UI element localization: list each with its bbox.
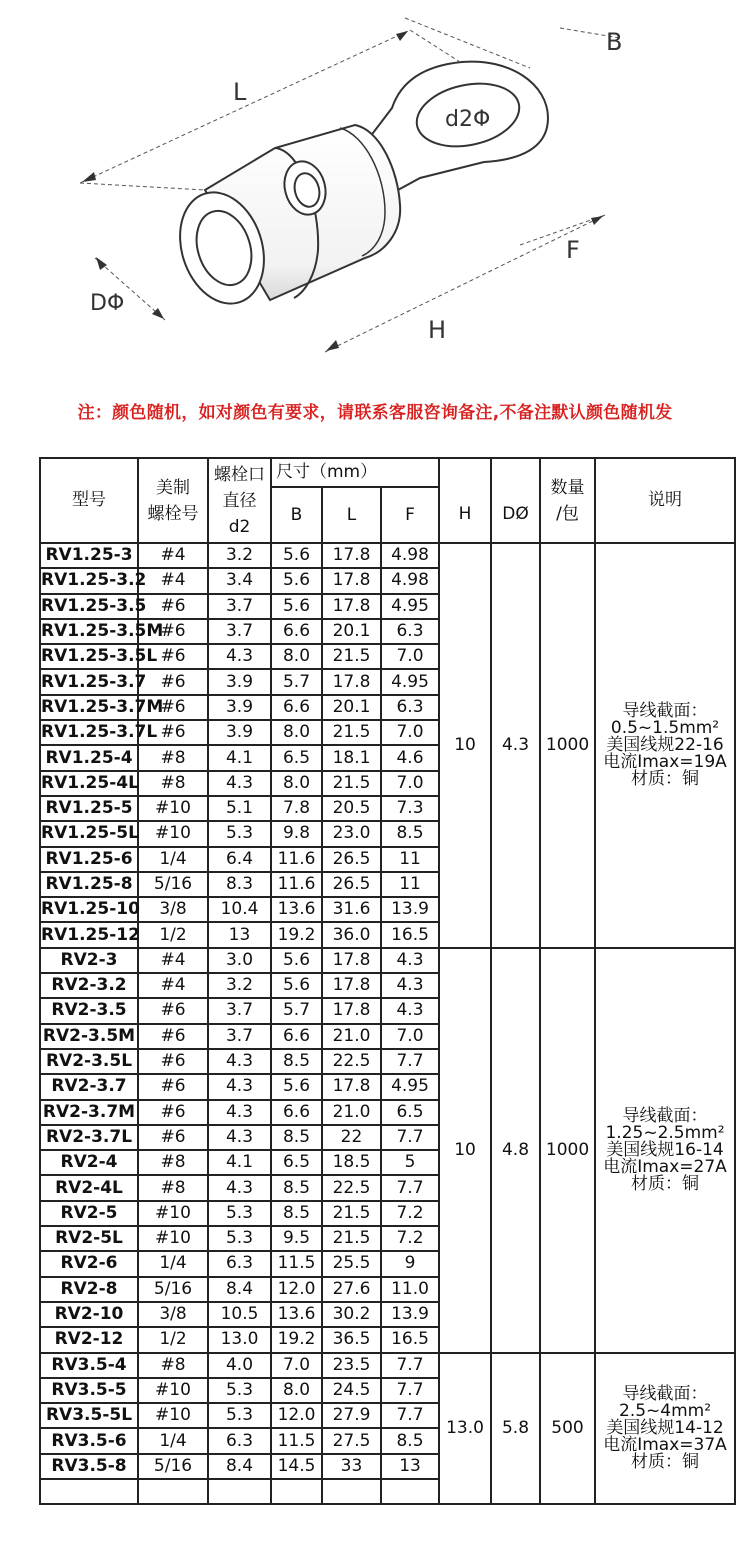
cell-F: 6.5 (381, 1100, 439, 1125)
cell-stud-d2: 6.4 (208, 847, 271, 872)
cell-stud-d2: 8.4 (208, 1277, 271, 1302)
cell-stud-d2: 4.3 (208, 644, 271, 669)
cell-us-screw: #10 (138, 1201, 208, 1226)
header-stud-diameter (208, 458, 271, 543)
cell-L: 36.0 (322, 922, 381, 947)
cell-L: 18.5 (322, 1150, 381, 1175)
cell-us-screw: #6 (138, 1074, 208, 1099)
cell-stud-d2: 10.5 (208, 1302, 271, 1327)
header-model: 型号 (40, 458, 138, 543)
cell-us-screw: #6 (138, 1100, 208, 1125)
header-F: F (381, 487, 439, 543)
cell-B: 9.5 (271, 1226, 322, 1251)
cell-B: 5.6 (271, 543, 322, 568)
description-line: 导线截面： (622, 1383, 708, 1404)
header-D: DØ (491, 487, 540, 543)
cell-F: 11.0 (381, 1277, 439, 1302)
cell-F: 8.5 (381, 1428, 439, 1453)
cell-F: 7.2 (381, 1226, 439, 1251)
cell-model: RV1.25-5 (40, 796, 138, 821)
cell-B: 19.2 (271, 1327, 322, 1352)
cell-H: 13.0 (439, 1353, 491, 1505)
cell-F: 7.7 (381, 1125, 439, 1150)
cell-model: RV1.25-3 (40, 543, 138, 568)
description-line: 0.5~1.5mm² (610, 717, 720, 738)
cell-F: 13.9 (381, 897, 439, 922)
cell-model: RV1.25-3.7 (40, 669, 138, 694)
label-L: L (233, 78, 247, 106)
cell-us-screw: 1/2 (138, 1327, 208, 1352)
cell-qty: 1000 (540, 543, 595, 948)
cell-us-screw: 5/16 (138, 1277, 208, 1302)
cell-B: 7.0 (271, 1353, 322, 1378)
cell-L: 20.1 (322, 619, 381, 644)
header-desc: 说明 (595, 458, 735, 543)
cell-L: 23.5 (322, 1353, 381, 1378)
cell-H: 10 (439, 543, 491, 948)
cell-B: 11.5 (271, 1428, 322, 1453)
cell-F: 7.0 (381, 720, 439, 745)
cell-model: RV2-3.5 (40, 998, 138, 1023)
cell-us-screw: 3/8 (138, 897, 208, 922)
cell-stud-d2: 3.0 (208, 948, 271, 973)
cell-model: RV2-10 (40, 1302, 138, 1327)
cell-F (381, 1479, 439, 1504)
cell-stud-d2: 5.1 (208, 796, 271, 821)
cell-stud-d2: 6.3 (208, 1251, 271, 1276)
cell-L: 25.5 (322, 1251, 381, 1276)
cell-us-screw: #10 (138, 1378, 208, 1403)
label-B: B (606, 28, 623, 56)
cell-L: 17.8 (322, 998, 381, 1023)
header-D-spacer (491, 458, 540, 487)
header-L: L (322, 487, 381, 543)
terminal-outline (166, 62, 548, 315)
cell-L: 23.0 (322, 821, 381, 846)
cell-stud-d2: 4.0 (208, 1353, 271, 1378)
cell-B: 6.6 (271, 1024, 322, 1049)
cell-L: 18.1 (322, 745, 381, 770)
cell-L (322, 1479, 381, 1504)
cell-us-screw: #6 (138, 720, 208, 745)
cell-model: RV1.25-5L (40, 821, 138, 846)
cell-L: 21.5 (322, 771, 381, 796)
cell-H: 10 (439, 948, 491, 1353)
cell-F: 7.7 (381, 1175, 439, 1200)
cell-us-screw: #6 (138, 1125, 208, 1150)
cell-us-screw: 1/2 (138, 922, 208, 947)
cell-B: 8.0 (271, 644, 322, 669)
cell-model: RV2-3.2 (40, 973, 138, 998)
table-row (40, 948, 735, 973)
header-stud-line2: 直径 (222, 490, 257, 511)
cell-F: 16.5 (381, 922, 439, 947)
cell-model: RV1.25-3.5M (40, 619, 138, 644)
cell-stud-d2: 3.9 (208, 720, 271, 745)
cell-stud-d2: 5.3 (208, 821, 271, 846)
description-line: 导线截面： (622, 700, 708, 721)
cell-us-screw: #8 (138, 1353, 208, 1378)
header-H-spacer (439, 458, 491, 487)
cell-model: RV2-12 (40, 1327, 138, 1352)
cell-stud-d2: 3.2 (208, 543, 271, 568)
cell-us-screw: #6 (138, 619, 208, 644)
cell-us-screw: #10 (138, 821, 208, 846)
cell-model: RV3.5-4 (40, 1353, 138, 1378)
cell-us-screw: #6 (138, 644, 208, 669)
cell-model: RV2-5L (40, 1226, 138, 1251)
header-qty (540, 458, 595, 543)
cell-stud-d2: 8.4 (208, 1454, 271, 1479)
header-us-screw (138, 458, 208, 543)
cell-model: RV2-3.7L (40, 1125, 138, 1150)
cell-model: RV1.25-3.7L (40, 720, 138, 745)
cell-us-screw: #6 (138, 669, 208, 694)
cell-B: 12.0 (271, 1277, 322, 1302)
cell-F: 6.3 (381, 619, 439, 644)
cell-B: 12.0 (271, 1403, 322, 1428)
cell-D: 4.3 (491, 543, 540, 948)
table-row (40, 1353, 735, 1378)
cell-us-screw: 1/4 (138, 847, 208, 872)
cell-F: 6.3 (381, 695, 439, 720)
cell-stud-d2: 3.9 (208, 695, 271, 720)
cell-L: 30.2 (322, 1302, 381, 1327)
cell-L: 22.5 (322, 1175, 381, 1200)
cell-stud-d2: 4.3 (208, 1049, 271, 1074)
cell-L: 24.5 (322, 1378, 381, 1403)
cell-L: 20.5 (322, 796, 381, 821)
header-qty-line2: /包 (556, 503, 579, 524)
header-stud-line1: 螺栓口 (214, 464, 265, 485)
cell-stud-d2: 3.7 (208, 594, 271, 619)
cell-L: 31.6 (322, 897, 381, 922)
description-line: 美国线规14-12 (606, 1417, 724, 1438)
cell-model: RV1.25-4L (40, 771, 138, 796)
cell-L: 17.8 (322, 543, 381, 568)
cell-model: RV2-3.7M (40, 1100, 138, 1125)
cell-description (595, 1353, 735, 1505)
label-d2: d2Φ (445, 107, 491, 132)
cell-stud-d2: 13 (208, 922, 271, 947)
cell-us-screw: 5/16 (138, 872, 208, 897)
cell-B: 8.5 (271, 1049, 322, 1074)
cell-F: 13 (381, 1454, 439, 1479)
label-D: DΦ (90, 291, 125, 316)
cell-B: 6.6 (271, 619, 322, 644)
cell-B: 6.6 (271, 695, 322, 720)
header-H: H (439, 487, 491, 543)
cell-stud-d2: 5.3 (208, 1201, 271, 1226)
cell-F: 7.2 (381, 1201, 439, 1226)
cell-us-screw: #8 (138, 1175, 208, 1200)
cell-stud-d2: 3.7 (208, 1024, 271, 1049)
ring-terminal-drawing (0, 0, 750, 395)
cell-stud-d2: 4.3 (208, 771, 271, 796)
label-F: F (566, 236, 580, 264)
cell-description (595, 948, 735, 1353)
cell-F: 4.95 (381, 669, 439, 694)
cell-qty: 1000 (540, 948, 595, 1353)
cell-L: 27.6 (322, 1277, 381, 1302)
cell-model: RV3.5-8 (40, 1454, 138, 1479)
cell-model: RV2-4L (40, 1175, 138, 1200)
cell-model: RV3.5-6 (40, 1428, 138, 1453)
description-line: 美国线规22-16 (606, 734, 724, 755)
cell-L: 21.5 (322, 720, 381, 745)
cell-B: 8.0 (271, 720, 322, 745)
cell-B: 6.5 (271, 1150, 322, 1175)
cell-stud-d2: 4.3 (208, 1100, 271, 1125)
label-H: H (428, 316, 447, 344)
cell-model: RV1.25-10 (40, 897, 138, 922)
cell-L: 17.8 (322, 594, 381, 619)
cell-B: 6.6 (271, 1100, 322, 1125)
cell-us-screw: #4 (138, 568, 208, 593)
cell-L: 17.8 (322, 568, 381, 593)
cell-B: 5.6 (271, 973, 322, 998)
cell-model: RV1.25-6 (40, 847, 138, 872)
cell-model: RV1.25-8 (40, 872, 138, 897)
cell-us-screw: 1/4 (138, 1428, 208, 1453)
cell-stud-d2: 4.1 (208, 1150, 271, 1175)
description-line: 电流Imax=27A (603, 1156, 727, 1177)
cell-F: 11 (381, 872, 439, 897)
cell-L: 21.5 (322, 644, 381, 669)
cell-L: 17.8 (322, 973, 381, 998)
cell-B: 7.8 (271, 796, 322, 821)
cell-model: RV2-3.7 (40, 1074, 138, 1099)
cell-stud-d2: 5.3 (208, 1226, 271, 1251)
cell-F: 13.9 (381, 1302, 439, 1327)
cell-stud-d2: 4.1 (208, 745, 271, 770)
terminal-diagram (0, 0, 750, 395)
cell-B: 5.6 (271, 568, 322, 593)
cell-us-screw: #10 (138, 1403, 208, 1428)
table-row (40, 543, 735, 568)
cell-F: 7.7 (381, 1353, 439, 1378)
cell-B: 8.5 (271, 1201, 322, 1226)
cell-model: RV2-8 (40, 1277, 138, 1302)
cell-L: 27.9 (322, 1403, 381, 1428)
cell-B: 5.6 (271, 1074, 322, 1099)
cell-stud-d2: 8.3 (208, 872, 271, 897)
cell-L: 20.1 (322, 695, 381, 720)
cell-F: 7.3 (381, 796, 439, 821)
cell-us-screw: #6 (138, 1049, 208, 1074)
cell-B (271, 1479, 322, 1504)
cell-F: 4.95 (381, 594, 439, 619)
cell-stud-d2: 4.3 (208, 1175, 271, 1200)
cell-B: 8.0 (271, 771, 322, 796)
header-us-screw-line1: 美制 (156, 477, 190, 498)
cell-stud-d2: 5.3 (208, 1403, 271, 1428)
cell-qty: 500 (540, 1353, 595, 1505)
cell-model: RV1.25-12 (40, 922, 138, 947)
cell-us-screw: #8 (138, 745, 208, 770)
cell-L: 17.8 (322, 1074, 381, 1099)
cell-F: 16.5 (381, 1327, 439, 1352)
cell-stud-d2: 13.0 (208, 1327, 271, 1352)
cell-F: 7.0 (381, 644, 439, 669)
cell-us-screw: #8 (138, 1150, 208, 1175)
cell-model: RV1.25-3.5L (40, 644, 138, 669)
cell-L: 22.5 (322, 1049, 381, 1074)
cell-L: 17.8 (322, 669, 381, 694)
cell-L: 36.5 (322, 1327, 381, 1352)
cell-stud-d2: 3.7 (208, 998, 271, 1023)
cell-us-screw: #6 (138, 594, 208, 619)
header-stud-line3: d2 (228, 516, 251, 537)
description-line: 材质：铜 (631, 1173, 700, 1194)
cell-F: 7.0 (381, 771, 439, 796)
cell-F: 11 (381, 847, 439, 872)
cell-F: 8.5 (381, 821, 439, 846)
cell-description (595, 543, 735, 948)
cell-L: 33 (322, 1454, 381, 1479)
cell-L: 21.0 (322, 1024, 381, 1049)
cell-L: 17.8 (322, 948, 381, 973)
spec-table (39, 457, 736, 1505)
cell-us-screw: #8 (138, 771, 208, 796)
cell-us-screw: 3/8 (138, 1302, 208, 1327)
cell-B: 8.5 (271, 1125, 322, 1150)
cell-L: 21.0 (322, 1100, 381, 1125)
cell-D: 5.8 (491, 1353, 540, 1505)
cell-us-screw: #6 (138, 695, 208, 720)
cell-B: 5.7 (271, 998, 322, 1023)
cell-us-screw: #10 (138, 796, 208, 821)
cell-model: RV1.25-3.7M (40, 695, 138, 720)
cell-F: 4.3 (381, 948, 439, 973)
cell-model: RV1.25-3.5 (40, 594, 138, 619)
description-line: 1.25~2.5mm² (605, 1122, 725, 1143)
cell-model: RV1.25-4 (40, 745, 138, 770)
cell-F: 7.0 (381, 1024, 439, 1049)
cell-L: 26.5 (322, 872, 381, 897)
cell-model: RV1.25-3.2 (40, 568, 138, 593)
description-line: 美国线规16-14 (606, 1139, 724, 1160)
cell-B: 14.5 (271, 1454, 322, 1479)
header-qty-line1: 数量 (550, 477, 585, 498)
cell-model: RV2-5 (40, 1201, 138, 1226)
cell-us-screw: #10 (138, 1226, 208, 1251)
cell-model (40, 1479, 138, 1504)
cell-B: 6.5 (271, 745, 322, 770)
cell-F: 4.95 (381, 1074, 439, 1099)
cell-us-screw: #4 (138, 543, 208, 568)
cell-B: 9.8 (271, 821, 322, 846)
cell-model: RV2-3.5L (40, 1049, 138, 1074)
cell-stud-d2: 3.4 (208, 568, 271, 593)
cell-stud-d2: 3.2 (208, 973, 271, 998)
cell-L: 22 (322, 1125, 381, 1150)
cell-F: 7.7 (381, 1403, 439, 1428)
cell-us-screw: 1/4 (138, 1251, 208, 1276)
cell-B: 8.5 (271, 1175, 322, 1200)
header-dimensions: 尺寸（mm） (271, 458, 439, 487)
cell-B: 13.6 (271, 1302, 322, 1327)
cell-B: 11.6 (271, 872, 322, 897)
cell-F: 7.7 (381, 1049, 439, 1074)
spec-table-body (40, 543, 735, 1504)
description-line: 电流Imax=19A (603, 751, 727, 772)
cell-F: 4.6 (381, 745, 439, 770)
cell-B: 5.7 (271, 669, 322, 694)
cell-model: RV3.5-5L (40, 1403, 138, 1428)
cell-model: RV3.5-5 (40, 1378, 138, 1403)
cell-L: 21.5 (322, 1201, 381, 1226)
cell-F: 5 (381, 1150, 439, 1175)
cell-us-screw (138, 1479, 208, 1504)
cell-F: 4.98 (381, 543, 439, 568)
header-us-screw-line2: 螺栓号 (147, 503, 199, 524)
cell-B: 5.6 (271, 594, 322, 619)
cell-stud-d2: 4.3 (208, 1125, 271, 1150)
cell-F: 4.3 (381, 998, 439, 1023)
description-line: 材质：铜 (631, 768, 700, 789)
cell-stud-d2: 6.3 (208, 1428, 271, 1453)
cell-F: 7.7 (381, 1378, 439, 1403)
cell-model: RV2-6 (40, 1251, 138, 1276)
cell-model: RV2-3.5M (40, 1024, 138, 1049)
cell-stud-d2: 4.3 (208, 1074, 271, 1099)
cell-us-screw: #6 (138, 1024, 208, 1049)
cell-L: 21.5 (322, 1226, 381, 1251)
cell-B: 19.2 (271, 922, 322, 947)
cell-D: 4.8 (491, 948, 540, 1353)
color-note: 注：颜色随机，如对颜色有要求，请联系客服咨询备注,不备注默认颜色随机发 (77, 403, 673, 423)
cell-F: 9 (381, 1251, 439, 1276)
description-line: 材质：铜 (631, 1451, 700, 1472)
cell-F: 4.3 (381, 973, 439, 998)
cell-stud-d2: 5.3 (208, 1378, 271, 1403)
cell-us-screw: #4 (138, 973, 208, 998)
cell-B: 11.6 (271, 847, 322, 872)
header-B: B (271, 487, 322, 543)
cell-us-screw: 5/16 (138, 1454, 208, 1479)
cell-us-screw: #6 (138, 998, 208, 1023)
cell-L: 27.5 (322, 1428, 381, 1453)
cell-stud-d2: 10.4 (208, 897, 271, 922)
cell-F: 4.98 (381, 568, 439, 593)
cell-stud-d2: 3.9 (208, 669, 271, 694)
cell-model: RV2-3 (40, 948, 138, 973)
cell-stud-d2: 3.7 (208, 619, 271, 644)
cell-stud-d2 (208, 1479, 271, 1504)
cell-B: 11.5 (271, 1251, 322, 1276)
description-line: 电流Imax=37A (603, 1434, 727, 1455)
cell-B: 8.0 (271, 1378, 322, 1403)
cell-model: RV2-4 (40, 1150, 138, 1175)
cell-B: 13.6 (271, 897, 322, 922)
cell-us-screw: #4 (138, 948, 208, 973)
description-line: 导线截面： (622, 1105, 708, 1126)
description-line: 2.5~4mm² (619, 1400, 712, 1421)
cell-L: 26.5 (322, 847, 381, 872)
cell-B: 5.6 (271, 948, 322, 973)
